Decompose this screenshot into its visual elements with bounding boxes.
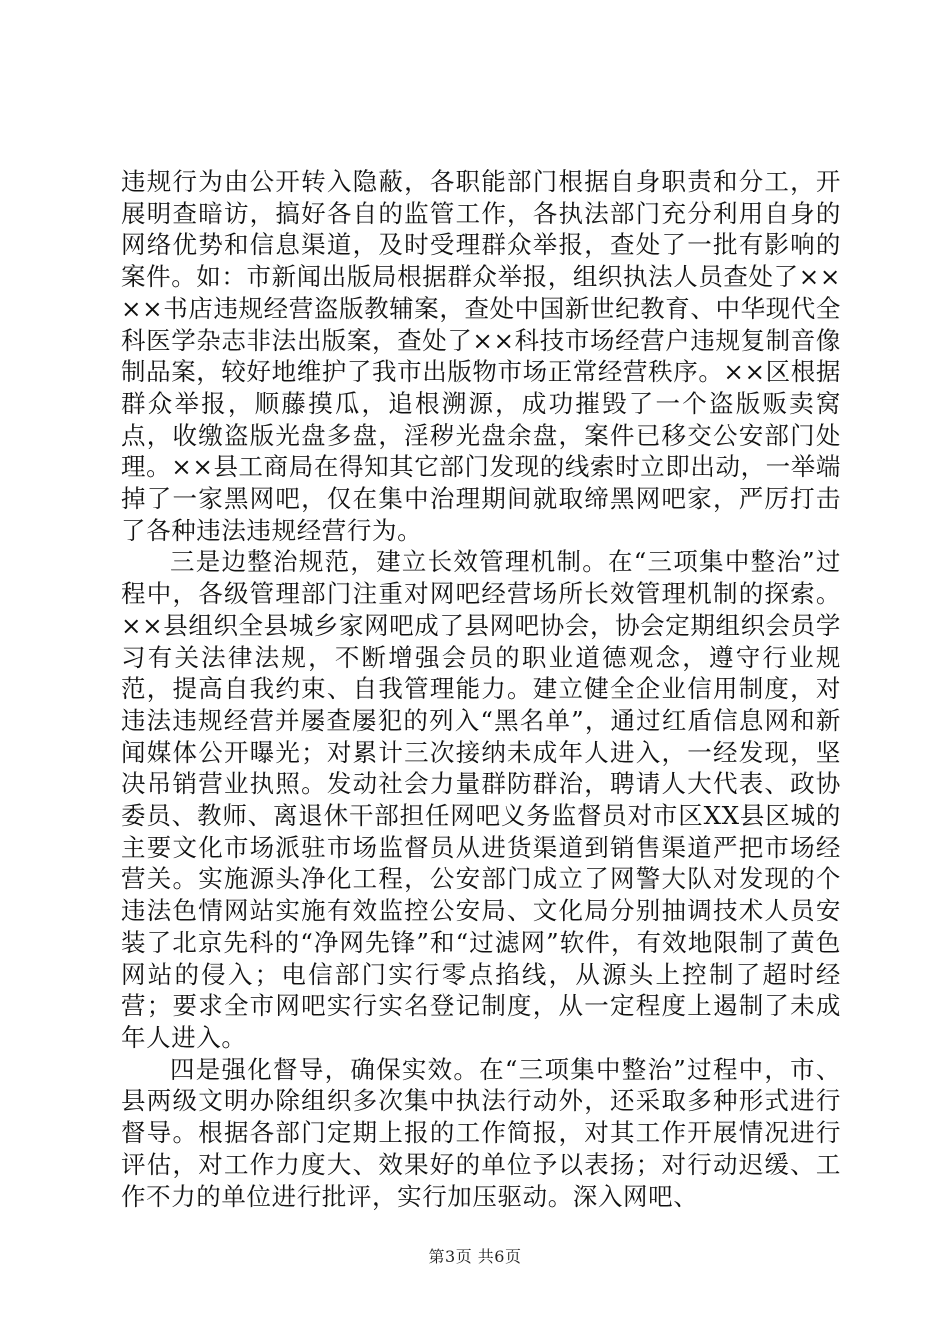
paragraph-third-point: 三是边整治规范，建立长效管理机制。在“三项集中整治”过程中，各级管理部门注重对网吧经营场所长效管理机制的探索。××县组织全县城乡家网吧成了县网吧协会，协会定期组织会员学习有关法律法规，不断增强会员的职业道德观念，遵守行业规范，提高自我约束、自我管理能力。建立健全企业信用制度，对违法违规经营并屡查屡犯的列入“黑名单”，通过红盾信息网和新闻媒体公开曝光；对累计三次接纳未成年人进入，一经发现，坚决吊销营业执照。发动社会力量群防群治，聘请人大代表、政协委员、教师、离退休干部担任网吧义务监督员对市区XX县区城的主要文化市场派驻市场监督员从进货渠道到销售渠道严把市场经营关。实施源头净化工程，公安部门成立了网警大队对发现的个违法色情网站实施有效监控公安局、文化局分别抽调技术人员安装了北京先科的“净网先锋”和“过滤网”软件，有效地限制了黄色网站的侵入；电信部门实行零点掐线，从源头上控制了超时经营；要求全市网吧实行实名登记制度，从一定程度上遏制了未成年人进入。 bbox=[121, 547, 841, 1052]
paragraph-fourth-point: 四是强化督导，确保实效。在“三项集中整治”过程中，市、县两级文明办除组织多次集中执法行动外，还采取多种形式进行督导。根据各部门定期上报的工作简报，对其工作开展情况进行评估，对工作力度大、效果好的单位予以表扬；对行动迟缓、工作不力的单位进行批评，实行加压驱动。深入网吧、 bbox=[121, 1054, 841, 1211]
page-footer: 第3页 共6页 bbox=[428, 1247, 522, 1266]
document-body bbox=[121, 166, 841, 1212]
paragraph-continuation: 违规行为由公开转入隐蔽，各职能部门根据自身职责和分工，开展明查暗访，搞好各自的监管工作，各执法部门充分利用自身的网络优势和信息渠道，及时受理群众举报，查处了一批有影响的案件。如：市新闻出版局根据群众举报，组织执法人员查处了××××书店违规经营盗版教辅案，查处中国新世纪教育、中华现代全科医学杂志非法出版案，查处了××科技市场经营户违规复制音像制品案，较好地维护了我市出版物市场正常经营秩序。××区根据群众举报，顺藤摸瓜，追根溯源，成功摧毁了一个盗版贩卖窝点，收缴盗版光盘多盘，淫秽光盘余盘，案件已移交公安部门处理。××县工商局在得知其它部门发现的线索时立即出动，一举端掉了一家黑网吧，仅在集中治理期间就取缔黑网吧家，严厉打击了各种违法违规经营行为。 bbox=[121, 167, 841, 545]
